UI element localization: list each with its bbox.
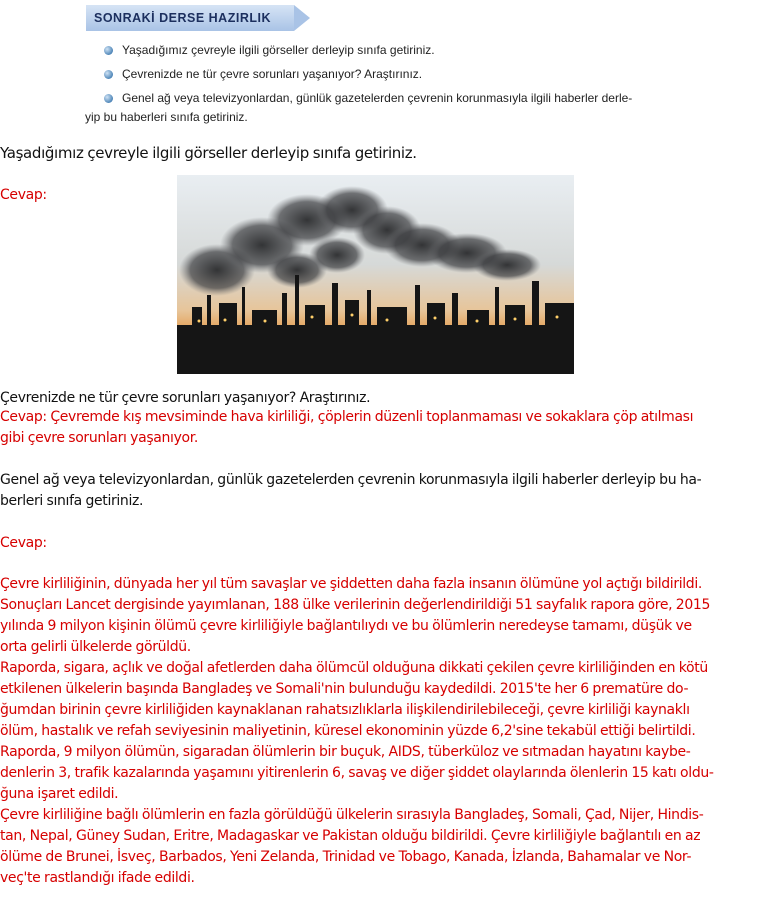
prep-banner	[86, 5, 294, 31]
factory-smoke-photo	[177, 175, 574, 374]
answer-label-1: Cevap:	[0, 187, 47, 203]
prep-item: Yaşadığımız çevreyle ilgili görseller derleyip sınıfa getiriniz.	[104, 43, 435, 57]
answer-line: tan, Nepal, Güney Sudan, Eritre, Madagaskar ve Pakistan olduğu bildirildi. Çevre kirliliğiyle bağlantılı en az	[0, 828, 701, 844]
bullet-icon	[104, 46, 113, 55]
answer-line: ölüme de Brunei, İsveç, Barbados, Yeni Zelanda, Trinidad ve Tobago, Kanada, İzlanda, Bahamalar ve Nor-	[0, 849, 692, 865]
answer-line: Raporda, 9 milyon ölümün, sigaradan ölümlerin bir buçuk, AIDS, tüberküloz ve sıtmadan hayatını kaybe-	[0, 744, 691, 760]
question-3: Genel ağ veya televizyonlardan, günlük gazetelerden çevrenin korunmasıyla ilgili haberler derleyip bu ha-	[0, 472, 702, 488]
prep-title: SONRAKİ DERSE HAZIRLIK	[94, 11, 271, 25]
answer-2-line: Cevap: Çevremde kış mevsiminde hava kirliliği, çöplerin düzenli toplanmaması ve sokaklara çöp atılması	[0, 409, 694, 425]
answer-line: Raporda, sigara, açlık ve doğal afetlerden daha ölümcül olduğuna dikkati çekilen çevre kirliliğinden en kötü	[0, 660, 708, 676]
answer-line: ğumdan birinin çevre kirliliğiden kaynaklanan rahatsızlıklarla ilişkilendirilebileceği, çevre kirliliği kaynaklı	[0, 702, 690, 718]
answer-line: etkilenen ülkelerin başında Bangladeş ve Somali'nin bulunduğu kaydedildi. 2015'te her 6 prematüre do-	[0, 681, 689, 697]
answer-line: orta gelirli ülkelerde görüldü.	[0, 639, 191, 655]
answer-line: yılında 9 milyon kişinin ölümü çevre kirliliğiyle bağlantılıydı ve bu ölümlerin neredeyse tamamı, düşük ve	[0, 618, 692, 634]
bullet-icon	[104, 94, 113, 103]
question-3: berleri sınıfa getiriniz.	[0, 493, 144, 509]
answer-line: veç'te rastlandığı ifade edildi.	[0, 870, 195, 886]
answer-line: denlerin 3, trafik kazalarında yaşamını yitirenlerin 6, savaş ve diğer şiddet olaylarında ölenlerin 15 katı oldu-	[0, 765, 714, 781]
prep-item: Genel ağ veya televizyonlardan, günlük gazetelerden çevrenin korunmasıyla ilgili haberler derle-	[104, 91, 632, 105]
answer-2-line: gibi çevre sorunları yaşanıyor.	[0, 430, 198, 446]
answer-line: ğuna işaret edildi.	[0, 786, 119, 802]
answer-line: Çevre kirliliğine bağlı ölümlerin en fazla görüldüğü ülkelerin sırasıyla Bangladeş, Somali, Çad, Nijer, Hindis-	[0, 807, 704, 823]
question-2: Çevrenizde ne tür çevre sorunları yaşanıyor? Araştırınız.	[0, 390, 371, 406]
answer-line: ölüm, hastalık ve refah seviyesinin maliyetinin, küresel ekonominin yüzde 6,2'sine tekabül ettiği belirtildi.	[0, 723, 696, 739]
bullet-icon	[104, 70, 113, 79]
banner-arrow-icon	[294, 5, 310, 31]
question-1: Yaşadığımız çevreyle ilgili görseller derleyip sınıfa getiriniz.	[0, 144, 417, 162]
answer-line: Çevre kirliliğinin, dünyada her yıl tüm savaşlar ve şiddetten daha fazla insanın ölümüne yol açtığı bildirildi.	[0, 576, 702, 592]
answer-line: Sonuçları Lancet dergisinde yayımlanan, 188 ülke verilerinin değerlendirildiği 51 sayfalık rapora göre, 2015	[0, 597, 711, 613]
prep-item: Çevrenizde ne tür çevre sorunları yaşanıyor? Araştırınız.	[104, 67, 422, 81]
answer-label-3: Cevap:	[0, 535, 47, 551]
prep-item-continuation: yip bu haberleri sınıfa getiriniz.	[85, 110, 248, 124]
